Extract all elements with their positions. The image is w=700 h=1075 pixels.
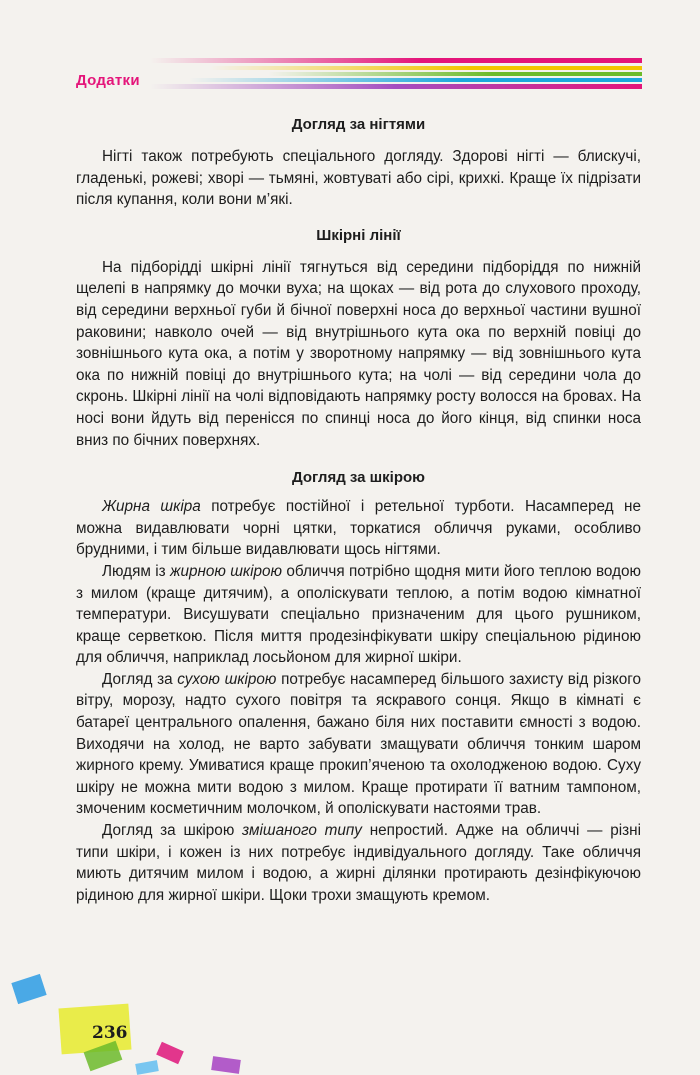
stripe-purple <box>150 84 642 89</box>
paragraph-lead: Догляд за шкірою <box>102 822 243 840</box>
heading-nail-care: Догляд за нігтями <box>291 116 426 133</box>
decorative-confetti <box>11 974 46 1004</box>
stripe-green <box>268 72 642 76</box>
paragraph-text: потребує насамперед більшого захисту від різкого вітру, морозу, надто сухого повітря та яскравого сонця. Якщо в кімнаті є батареї центрального опалення, бажано біля них поставити ємності з водою. Виходячи на холод, не варто забувати змащувати обличчя тонким шаром жирного крему. Умиватися краще прокип’яченою та охолодженою водою. Суху шкіру не можна мити водою з милом. Краще протирати її ватним тампоном, змоченим косметичним молочком, й ополіскувати настоями трав. <box>76 670 641 818</box>
header-decorative-stripes <box>150 58 642 102</box>
term-oily-skin-inflected: жирною шкірою <box>169 562 283 580</box>
section-header-label: Додатки <box>76 72 140 89</box>
heading-skin-care: Догляд за шкірою <box>292 469 425 487</box>
paragraph-oily-skin-washing <box>76 561 641 669</box>
page-number: 236 <box>92 1023 128 1043</box>
decorative-confetti <box>211 1056 241 1074</box>
paragraph-text: обличчя потрібно щодня мити його теплою водою з милом (краще дитячим), а ополіскувати теплою, а потім водою кімнатної температури. Висушувати спеціально призначеним для цього рушником, краще серветкою. Після миття продезінфікувати шкіру спеціальною рідиною для обличчя, наприклад лосьйоном для жирної шкіри. <box>76 562 641 667</box>
paragraph-dry-skin <box>76 669 641 820</box>
stripe-magenta <box>150 58 642 63</box>
stripe-yellow <box>209 66 642 70</box>
heading-skin-lines: Шкірні лінії <box>316 226 401 244</box>
paragraph-combination-skin <box>76 820 641 906</box>
decorative-confetti <box>156 1042 184 1065</box>
paragraph-skin-lines: На підборідді шкірні лінії тягнуться від середини підборіддя по нижній щелепі в напрямку до мочки вуха; на щоках — від рота до слухового проходу, від середини верхньої губи й бічної поверхні носа до верхньої частини вушної раковини; навколо очей — від внутрішнього кута ока по верхній повіці до зовнішнього кута ока, а потім у зворотному напрямку — від зовнішнього кута ока по нижній повіці до внутрішнього кута; на чолі — від середини чола до скронь. Шкірні лінії на чолі відповідають напрямку росту волосся на бровах. На носі вони йдуть від перенісся по спинці носа до його кінця, від спинки носа вниз по бічних поверхнях. <box>76 258 641 449</box>
paragraph-text: непростий. Адже на обличчі — різні типи шкіри, і кожен із них потребує індивідуального догляду. Таке обличчя миють дитячим милом і водою, а жирні ділянки протирають дезінфікуючою рідиною для жирної шкіри. Щоки трохи змащують кремом. <box>76 822 641 904</box>
stripe-blue <box>189 78 642 82</box>
paragraph-lead: Людям із <box>102 562 170 580</box>
paragraph-text: потребує постійної і ретельної турботи. Насамперед не можна видавлювати чорні цятки, торкатися обличчя руками, особливо брудними, і тим більше видавлювати щось нігтями. <box>76 498 641 559</box>
paragraph-lead: Догляд за <box>102 670 178 688</box>
term-combination-skin: змішаного типу <box>242 822 362 840</box>
term-dry-skin: сухою шкірою <box>177 670 277 688</box>
term-oily-skin: Жирна шкіра <box>102 498 201 516</box>
page-content <box>76 110 641 906</box>
paragraph-nail-care: Нігті також потребують спеціального догляду. Здорові нігті — блискучі, гладенькі, рожеві; хворі — тьмяні, жовтуваті або сірі, крихкі. Краще їх підрізати після купання, коли вони м’які. <box>76 148 641 209</box>
paragraph-oily-skin <box>76 496 641 561</box>
